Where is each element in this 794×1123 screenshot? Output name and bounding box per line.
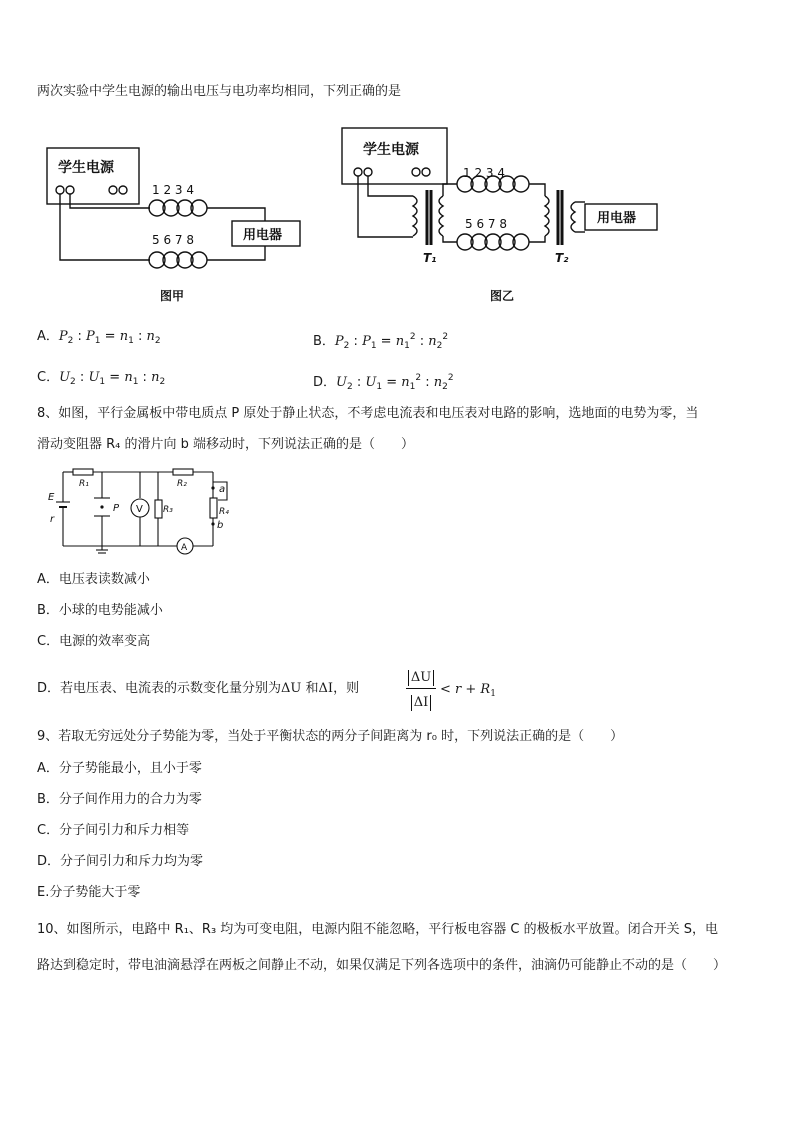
coil2-numbers: 5 6 7 8 [465, 217, 507, 231]
label-r: r [50, 514, 55, 525]
q9-stem: 9、若取无穷远处分子势能为零，当处于平衡状态的两分子间距离为 r₀ 时，下列说法正确的是（ ） [37, 729, 624, 744]
q8-stem-line1: 8、如图，平行金属板中带电质点 P 原处于静止状态，不考虑电流表和电压表对电路的影响，选地面的电势为零，当 [37, 406, 699, 421]
load-label: 用电器 [243, 228, 283, 243]
q8-option-b: B．小球的电势能减小 [37, 603, 163, 618]
figure-jia [40, 140, 310, 310]
source-box [47, 148, 139, 204]
source-label: 学生电源 [58, 160, 114, 176]
q10-stem-line1: 10、如图所示，电路中 R₁、R₃ 均为可变电阻，电源内阻不能忽略，平行板电容器 C 的极板水平放置。闭合开关 S，电 [37, 922, 719, 937]
q9-option-d: D．分子间引力和斥力均为零 [37, 854, 204, 869]
label-r3: R₃ [163, 505, 173, 515]
figure-caption: 图乙 [490, 289, 515, 303]
t1-label: T₁ [423, 251, 437, 265]
label-r2: R₂ [177, 479, 187, 489]
q7-option-c: C．$U_2$ : $U_1 = n_1$ : $n_2$ [37, 370, 166, 387]
q8-option-a: A．电压表读数减小 [37, 572, 150, 587]
q10-stem-line2: 路达到稳定时，带电油滴悬浮在两板之间静止不动，如果仅满足下列各选项中的条件，油滴仍可能静止不动的是（ ） [37, 958, 727, 973]
q7-stem: 两次实验中学生电源的输出电压与电功率均相同，下列正确的是 [37, 84, 402, 99]
label-p: P [113, 503, 120, 514]
coil2-numbers: 5 6 7 8 [152, 233, 194, 247]
q8-option-c: C．电源的效率变高 [37, 634, 151, 649]
label-a: A [181, 543, 188, 553]
q7-option-d: D．$U_2$ : $U_1 = n_1^2$ : $n_2^2$ [313, 373, 454, 392]
q8-fraction: ΔU ΔI [406, 666, 436, 711]
coil1-numbers: 1 2 3 4 [152, 183, 194, 197]
figure-caption: 图甲 [160, 289, 185, 303]
source-label: 学生电源 [363, 142, 419, 158]
label-v: V [136, 504, 143, 515]
q7-option-a: A．$P_2$ : $P_1 = n_1$ : $n_2$ [37, 329, 161, 346]
q9-option-c: C．分子间引力和斥力相等 [37, 823, 190, 838]
q8-inequality: < $r + R_1$ [440, 682, 496, 699]
figure-yi [335, 120, 680, 310]
label-r1: R₁ [79, 479, 89, 489]
t2-label: T₂ [555, 251, 569, 265]
q7-option-b: B．$P_2$ : $P_1 = n_1^2$ : $n_2^2$ [313, 332, 449, 351]
label-r4: R₄ [219, 507, 229, 517]
q9-option-a: A．分子势能最小，且小于零 [37, 761, 202, 776]
q8-option-d: D．若电压表、电流表的示数变化量分别为ΔU 和ΔI，则 [37, 681, 360, 696]
load-label: 用电器 [597, 211, 637, 226]
q9-option-e: E.分子势能大于零 [37, 885, 141, 900]
q8-circuit [45, 462, 245, 557]
label-e: E [48, 492, 55, 503]
q9-option-b: B．分子间作用力的合力为零 [37, 792, 202, 807]
q8-stem-line2: 滑动变阻器 R₄ 的滑片向 b 端移动时，下列说法正确的是（ ） [37, 437, 415, 452]
label-slider-b: b [217, 520, 224, 531]
coil1-numbers: 1 2 3 4 [463, 166, 505, 180]
label-slider-a: a [219, 484, 226, 495]
